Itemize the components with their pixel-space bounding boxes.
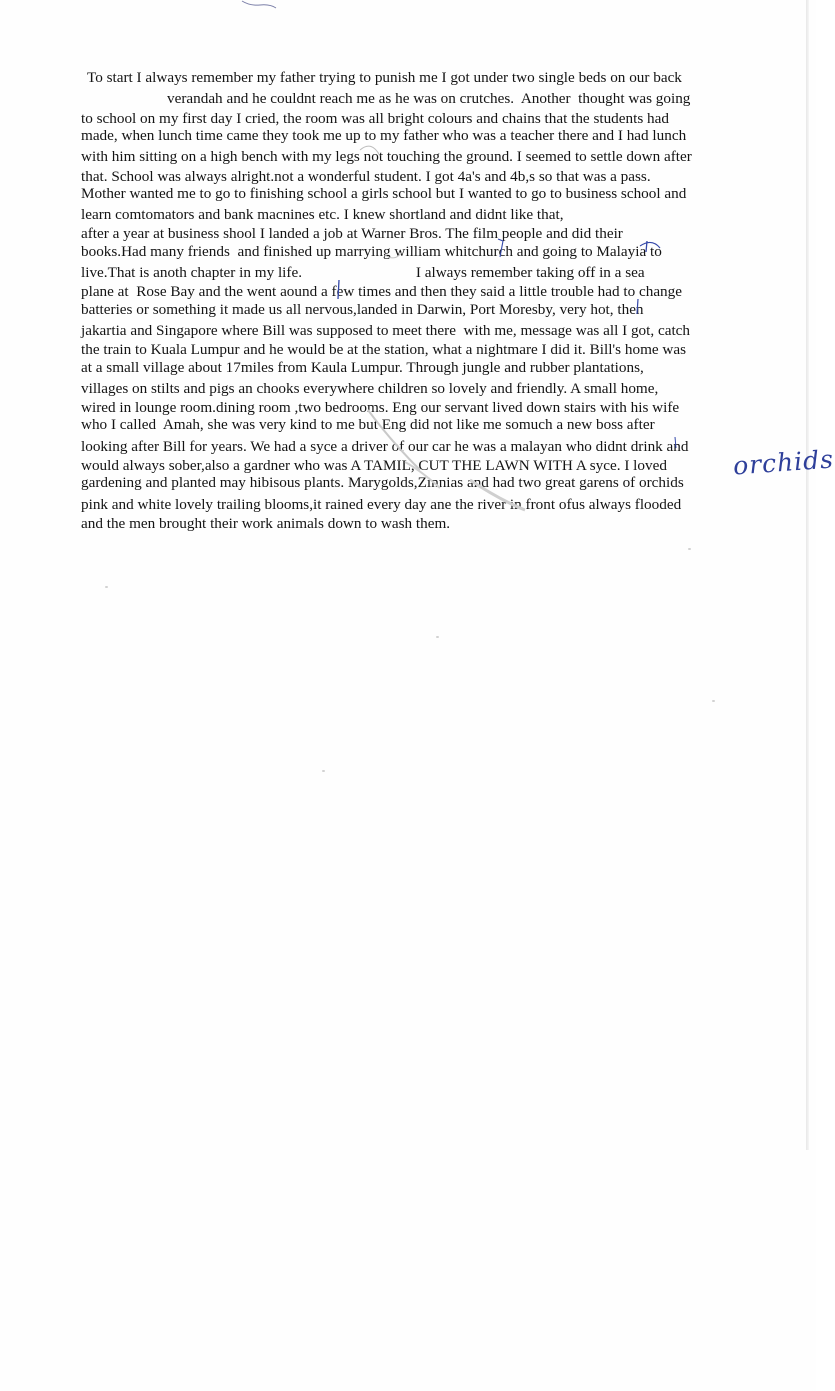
text-line-content: plane at Rose Bay and the went aound a few times and then they said a little trouble had to change xyxy=(81,283,682,301)
text-line-content: after a year at business shool I landed a job at Warner Bros. The film people and did their xyxy=(81,225,623,243)
paper-speck xyxy=(322,770,325,772)
text-line-content: villages on stilts and pigs an chooks everywhere children so lovely and friendly. A small home, xyxy=(81,379,659,397)
text-line-content: pink and white lovely trailing blooms,it rained every day ane the river in front ofus always flooded xyxy=(81,495,682,513)
paper-speck xyxy=(436,636,439,638)
text-line-content: books.Had many friends and finished up marrying william whitchurch and going to Malayia to xyxy=(81,242,662,260)
text-line-content: and the men brought their work animals down to wash them. xyxy=(81,514,451,532)
text-line-content: jakartia and Singapore where Bill was supposed to meet there with me, message was all I got, catch xyxy=(81,321,691,339)
paper-speck xyxy=(688,548,691,550)
text-line-content: gardening and planted may hibisous plants. Marygolds,Zinnias and had two great garens of orchids xyxy=(81,474,684,492)
handwritten-annotation-orchids: orchids xyxy=(732,444,835,481)
text-line-content: learn comtomators and bank macnines etc. I knew shortland and didnt like that, xyxy=(81,206,564,224)
text-line-content: with him sitting on a high bench with my legs not touching the ground. I seemed to settle down after xyxy=(81,148,692,166)
text-line-content: at a small village about 17miles from Kaula Lumpur. Through jungle and rubber plantations, xyxy=(81,358,644,376)
text-line-content: wired in lounge room.dining room ,two bedrooms. Eng our servant lived down stairs with his wife xyxy=(81,399,680,417)
text-line-content: to school on my first day I cried, the room was all bright colours and chains that the students had xyxy=(81,109,669,127)
text-line-content: To start I always remember my father trying to punish me I got under two single beds on our back xyxy=(87,69,682,86)
text-line-content: batteries or something it made us all nervous,landed in Darwin, Port Moresby, very hot, then xyxy=(81,300,644,318)
text-line-content: that. School was always alright.not a wonderful student. I got 4a's and 4b,s so that was a pass. xyxy=(81,167,651,185)
text-line-content: who I called Amah, she was very kind to me but Eng did not like me somuch a new boss after xyxy=(81,416,655,434)
smudge-marks xyxy=(0,0,816,560)
paper-speck xyxy=(712,700,715,702)
text-line-content: live.That is anoth chapter in my life. I always remember taking off in a sea xyxy=(81,264,645,281)
text-line-content: Mother wanted me to go to finishing school a girls school but I wanted to go to business school and xyxy=(81,184,687,202)
text-line-content: verandah and he couldnt reach me as he was on crutches. Another thought was going xyxy=(167,90,691,108)
text-line-content: the train to Kuala Lumpur and he would be at the station, what a nightmare I did it. Bill's home was xyxy=(81,341,687,359)
paper-speck xyxy=(105,586,108,588)
text-line-content: looking after Bill for years. We had a syce a driver of our car he was a malayan who didnt drink and xyxy=(81,437,689,455)
text-line-content: made, when lunch time came they took me up to my father who was a teacher there and I had lunch xyxy=(81,126,687,144)
text-line-content: would always sober,also a gardner who was A TAMIL, CUT THE LAWN WITH A syce. I loved xyxy=(81,457,667,474)
